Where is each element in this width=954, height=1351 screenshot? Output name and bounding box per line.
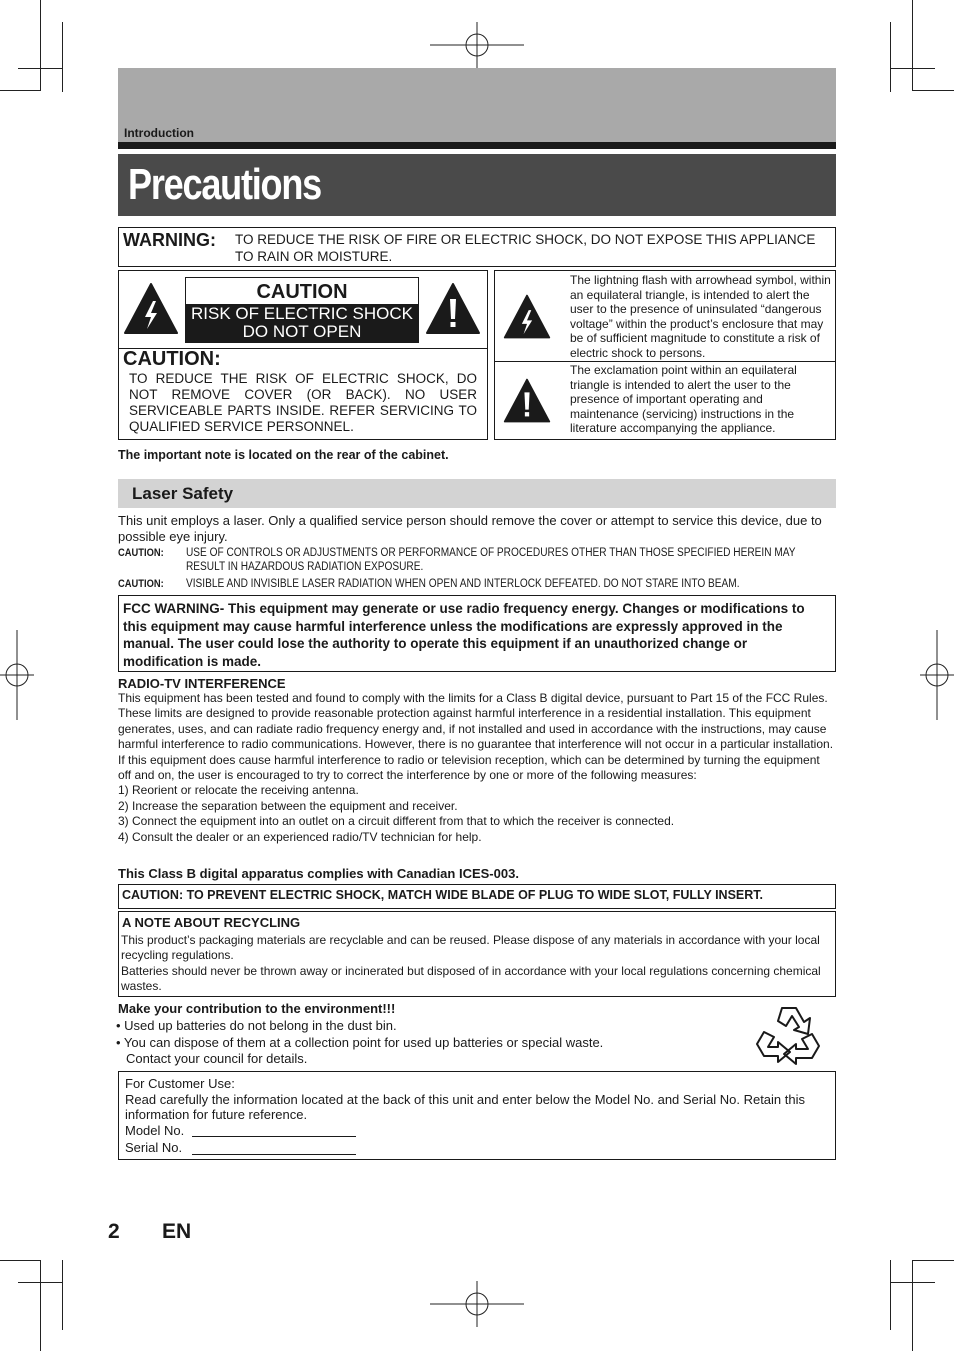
crop-mark [62, 22, 63, 92]
laser-caution-text: VISIBLE AND INVISIBLE LASER RADIATION WHEN OPEN AND INTERLOCK DEFEATED. DO NOT STARE INTO BEAM. [186, 578, 740, 590]
important-note: The important note is located on the rear of the cabinet. [118, 448, 449, 462]
registration-mark-top [430, 22, 524, 68]
lightning-warning-icon [503, 293, 551, 341]
page-number: 2 [108, 1220, 120, 1243]
serial-number-blank [192, 1154, 356, 1155]
fcc-warning-body: - This equipment may generate or use radio frequency energy. Changes or modifications to this equipment may cause harmful interference unless the modifications are expressly approved in the manual. The user could lose the authority to operate this equipment if an unauthorized change or modification is made. [123, 601, 805, 669]
warning-text: TO REDUCE THE RISK OF FIRE OR ELECTRIC SHOCK, DO NOT EXPOSE THIS APPLIANCE TO RAIN OR MOISTURE. [235, 232, 816, 264]
radio-tv-heading: RADIO-TV INTERFERENCE [118, 676, 286, 691]
exclamation-warning-icon [425, 281, 481, 337]
crop-mark [912, 0, 913, 91]
radio-tv-text [118, 691, 836, 845]
exclamation-symbol-description: The exclamation point within an equilateral triangle is intended to alert the user to the presence of important operating and maintenance (servicing) instructions in the literature accompanying the appliance. [570, 363, 797, 435]
section-label: Introduction [124, 126, 194, 140]
warning-label: WARNING: [123, 230, 216, 250]
crop-mark [0, 90, 40, 91]
crop-mark [0, 1260, 40, 1261]
customer-text: Read carefully the information located at the back of this unit and enter below the Model No. and Serial No. Retain this information for future reference. [125, 1092, 805, 1122]
crop-mark [18, 68, 63, 69]
registration-mark-left [0, 630, 34, 720]
lightning-symbol-description: The lightning flash with arrowhead symbol, within an equilateral triangle, is intended to alert the user to the presence of uninsulated “dangerous voltage” within the product’s enclosure that may be of sufficient magnitude to constitute a risk of electric shock to persons. [570, 273, 831, 360]
plug-caution-box [118, 884, 836, 909]
caution-label-box [118, 270, 488, 440]
crop-mark [40, 1260, 41, 1351]
lightning-warning-icon [123, 281, 179, 337]
caution-text: TO REDUCE THE RISK OF ELECTRIC SHOCK, DO NOT REMOVE COVER (OR BACK). NO USER SERVICEABLE PARTS INSIDE. REFER SERVICING TO QUALIFIED SERVICE PERSONNEL. [129, 371, 477, 434]
fcc-warning-label: FCC WARNING [123, 601, 220, 616]
crop-mark [912, 1260, 913, 1351]
fcc-warning-box [118, 595, 836, 672]
customer-heading: For Customer Use: [125, 1076, 235, 1091]
recycling-paragraph: This product’s packaging materials are recyclable and can be reused. Please dispose of any materials in accordance with your local recycling regulations. [121, 933, 820, 962]
crop-mark [890, 22, 891, 92]
ices-compliance-note: This Class B digital apparatus complies with Canadian ICES-003. [118, 866, 519, 881]
crop-mark [912, 1260, 954, 1261]
crop-mark [18, 1282, 63, 1283]
caution-banner-line1: RISK OF ELECTRIC SHOCK [191, 304, 413, 323]
registration-mark-right [920, 630, 954, 720]
crop-mark [40, 0, 41, 91]
crop-mark [62, 1260, 63, 1330]
laser-heading: Laser Safety [132, 484, 234, 503]
caution-banner-title: CAUTION [186, 278, 418, 304]
fcc-warning-text [123, 600, 829, 670]
caution-banner-subtitle [186, 304, 418, 342]
laser-intro: This unit employs a laser. Only a qualified service person should remove the cover or attempt to service this device, due to possible eye injury. [118, 513, 822, 544]
radio-tv-measure: 1) Reorient or relocate the receiving antenna. [118, 783, 359, 798]
recycling-paragraph: Batteries should never be thrown away or incinerated but disposed of in accordance with your local regulations concerning chemical wastes. [121, 964, 821, 993]
registration-mark-bottom [430, 1281, 524, 1327]
crop-mark [890, 1282, 935, 1283]
customer-use-box [118, 1071, 836, 1160]
header-band [118, 68, 836, 142]
environment-heading: Make your contribution to the environment!!! [118, 1001, 396, 1016]
page-title: Precautions [128, 160, 322, 209]
environment-bullet: • You can dispose of them at a collection point for used up batteries or special waste. [116, 1034, 604, 1050]
radio-tv-measure: 2) Increase the separation between the equipment and receiver. [118, 798, 458, 813]
environment-list [116, 1018, 603, 1068]
radio-tv-measure: 4) Consult the dealer or an experienced radio/TV technician for help. [118, 829, 482, 844]
symbols-explanation-box [494, 270, 836, 440]
symbols-divider [495, 361, 835, 362]
laser-caution-label: CAUTION: [118, 547, 164, 559]
caution-heading: CAUTION: [123, 348, 221, 370]
radio-tv-body: This equipment has been tested and found to comply with the limits for a Class B digital device, pursuant to Part 15 of the FCC Rules. These limits are designed to provide reasonable protection against harmful interference in a residential installation. This equipment generates, uses, and can radiate radio frequency energy and, if not installed and used in accordance with the instructions, may cause harmful interference to radio communications. However, there is no guarantee that interference will not occur in a particular installation. If this equipment does cause harmful interference to radio or television reception, which can be determined by turning the equipment off and on, the user is encouraged to try to correct the interference by one or more of the following measures: [118, 691, 834, 783]
radio-tv-measure: 3) Connect the equipment into an outlet on a circuit different from that to which the receiver is connected. [118, 814, 675, 829]
environment-bullet: • Used up batteries do not belong in the dust bin. [116, 1018, 397, 1033]
header-rule [118, 142, 836, 149]
environment-bullet: Contact your council for details. [126, 1051, 308, 1066]
caution-banner [185, 277, 419, 343]
recycling-heading: A NOTE ABOUT RECYCLING [122, 915, 301, 930]
laser-caution-label: CAUTION: [118, 578, 164, 590]
recycling-box [118, 911, 836, 997]
crop-mark [912, 90, 954, 91]
laser-caution-text: USE OF CONTROLS OR ADJUSTMENTS OR PERFORMANCE OF PROCEDURES OTHER THAN THOSE SPECIFIED HEREIN MAY RESULT IN HAZARDOUS RADIATION EXPOSURE. [186, 547, 796, 573]
exclamation-warning-icon [503, 377, 551, 425]
serial-number-label: Serial No. [125, 1140, 183, 1155]
crop-mark [890, 68, 935, 69]
recycle-icon [752, 1002, 826, 1068]
model-number-blank [192, 1136, 356, 1137]
caution-banner-line2: DO NOT OPEN [242, 322, 362, 341]
page-language: EN [162, 1220, 192, 1243]
warning-box [118, 227, 836, 267]
plug-caution-text: CAUTION: TO PREVENT ELECTRIC SHOCK, MATCH WIDE BLADE OF PLUG TO WIDE SLOT, FULLY INSERT. [122, 888, 763, 902]
model-number-label: Model No. [125, 1123, 185, 1138]
crop-mark [890, 1260, 891, 1330]
